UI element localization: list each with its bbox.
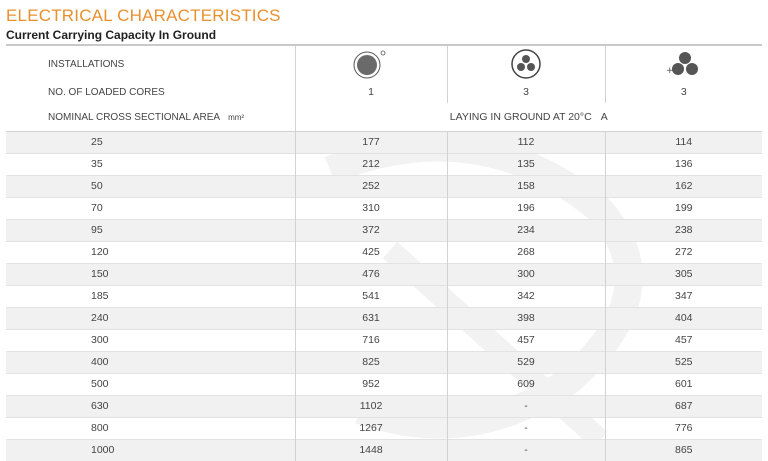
- current-value-cell: 952: [295, 374, 447, 396]
- current-value-cell: 342: [447, 286, 605, 308]
- current-value-cell: 457: [605, 330, 762, 352]
- current-value-cell: 687: [605, 396, 762, 418]
- cross-section-cell: 120: [6, 242, 295, 264]
- current-value-cell: 525: [605, 352, 762, 374]
- nominal-area-label: [6, 103, 295, 132]
- single-core-cable-icon: [295, 46, 447, 82]
- loaded-cores-label: NO. OF LOADED CORES: [6, 82, 295, 103]
- laying-unit: A: [601, 111, 608, 123]
- current-value-cell: 272: [605, 242, 762, 264]
- table-row: [6, 176, 762, 198]
- table-row: [6, 374, 762, 396]
- cross-section-cell: 25: [6, 132, 295, 154]
- current-value-cell: 1102: [295, 396, 447, 418]
- table-row: [6, 242, 762, 264]
- loaded-cores-value: 3: [447, 82, 605, 103]
- svg-text:+: +: [666, 66, 674, 76]
- nominal-area-unit: mm²: [228, 113, 244, 122]
- current-capacity-table: [6, 46, 762, 461]
- installations-label: INSTALLATIONS: [6, 46, 295, 82]
- current-value-cell: 1448: [295, 440, 447, 461]
- current-value-cell: 476: [295, 264, 447, 286]
- current-value-cell: 865: [605, 440, 762, 461]
- current-value-cell: 136: [605, 154, 762, 176]
- current-value-cell: 716: [295, 330, 447, 352]
- table-row: [6, 154, 762, 176]
- cross-section-cell: 300: [6, 330, 295, 352]
- cross-section-cell: 800: [6, 418, 295, 440]
- table-body: [6, 132, 762, 461]
- current-value-cell: -: [447, 418, 605, 440]
- table-row: [6, 220, 762, 242]
- table-row: [6, 418, 762, 440]
- three-core-cable-icon: [447, 46, 605, 82]
- current-value-cell: 372: [295, 220, 447, 242]
- cross-section-cell: 70: [6, 198, 295, 220]
- cross-section-cell: 500: [6, 374, 295, 396]
- current-value-cell: 199: [605, 198, 762, 220]
- current-value-cell: 404: [605, 308, 762, 330]
- current-value-cell: 609: [447, 374, 605, 396]
- current-value-cell: 1267: [295, 418, 447, 440]
- current-value-cell: 177: [295, 132, 447, 154]
- current-value-cell: 196: [447, 198, 605, 220]
- current-value-cell: 252: [295, 176, 447, 198]
- current-value-cell: 631: [295, 308, 447, 330]
- loaded-cores-value: 1: [295, 82, 447, 103]
- cross-section-cell: 240: [6, 308, 295, 330]
- cross-section-cell: 630: [6, 396, 295, 418]
- cross-section-cell: 50: [6, 176, 295, 198]
- cross-section-cell: 35: [6, 154, 295, 176]
- table-row: [6, 132, 762, 154]
- nominal-area-row: [6, 103, 762, 132]
- current-value-cell: 541: [295, 286, 447, 308]
- current-value-cell: -: [447, 396, 605, 418]
- table-row: [6, 198, 762, 220]
- current-value-cell: -: [447, 440, 605, 461]
- table-subtitle: Current Carrying Capacity In Ground: [6, 28, 216, 42]
- trefoil-cables-icon: [605, 46, 762, 82]
- current-value-cell: 776: [605, 418, 762, 440]
- current-value-cell: 135: [447, 154, 605, 176]
- table-row: [6, 264, 762, 286]
- cross-section-cell: 185: [6, 286, 295, 308]
- current-value-cell: 310: [295, 198, 447, 220]
- section-title: ELECTRICAL CHARACTERISTICS: [6, 6, 281, 26]
- current-value-cell: 425: [295, 242, 447, 264]
- current-value-cell: 238: [605, 220, 762, 242]
- table-row: [6, 352, 762, 374]
- cross-section-cell: 95: [6, 220, 295, 242]
- current-value-cell: 305: [605, 264, 762, 286]
- loaded-cores-value: 3: [605, 82, 762, 103]
- cross-section-cell: 1000: [6, 440, 295, 461]
- table-row: [6, 330, 762, 352]
- current-value-cell: 825: [295, 352, 447, 374]
- table-row: [6, 308, 762, 330]
- laying-label: LAYING IN GROUND AT 20°C: [450, 111, 592, 123]
- current-value-cell: 457: [447, 330, 605, 352]
- table-row: [6, 286, 762, 308]
- current-value-cell: 347: [605, 286, 762, 308]
- current-value-cell: 158: [447, 176, 605, 198]
- current-value-cell: 212: [295, 154, 447, 176]
- current-value-cell: 234: [447, 220, 605, 242]
- current-value-cell: 300: [447, 264, 605, 286]
- cross-section-cell: 150: [6, 264, 295, 286]
- current-value-cell: 112: [447, 132, 605, 154]
- current-value-cell: 114: [605, 132, 762, 154]
- table-row: [6, 396, 762, 418]
- cross-section-cell: 400: [6, 352, 295, 374]
- current-value-cell: 601: [605, 374, 762, 396]
- current-value-cell: 529: [447, 352, 605, 374]
- laying-header: [295, 103, 762, 132]
- current-value-cell: 268: [447, 242, 605, 264]
- current-value-cell: 398: [447, 308, 605, 330]
- nominal-area-text: NOMINAL CROSS SECTIONAL AREA: [48, 112, 220, 123]
- loaded-cores-row: [6, 82, 762, 103]
- installations-row: [6, 46, 762, 82]
- current-value-cell: 162: [605, 176, 762, 198]
